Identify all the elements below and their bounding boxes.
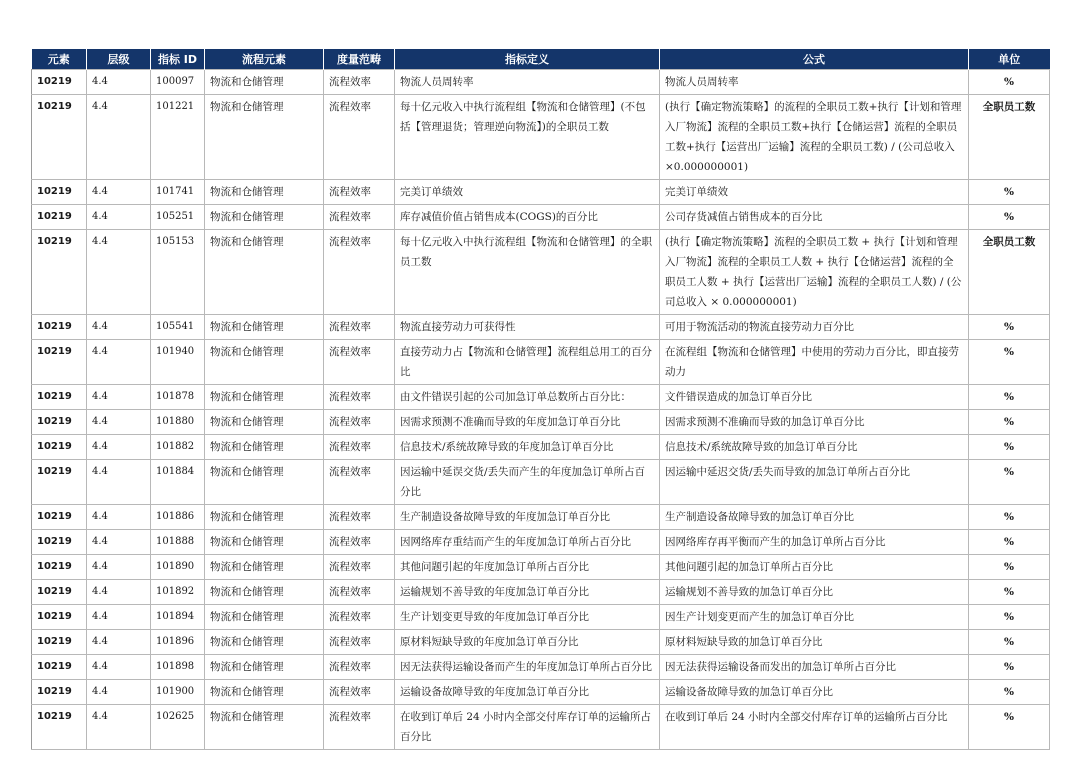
cell-element: 10219 — [32, 95, 87, 180]
cell-metric-definition: 由文件错误引起的公司加急订单总数所占百分比： — [395, 385, 660, 410]
cell-formula: 生产制造设备故障导致的加急订单百分比 — [660, 505, 969, 530]
cell-level: 4.4 — [87, 680, 151, 705]
table-row — [32, 205, 1050, 230]
cell-element: 10219 — [32, 705, 87, 750]
cell-process-element: 物流和仓储管理 — [205, 680, 324, 705]
cell-metric-definition: 每十亿元收入中执行流程组【物流和仓储管理】的全职员工数 — [395, 230, 660, 315]
cell-formula: 原材料短缺导致的加急订单百分比 — [660, 630, 969, 655]
cell-unit: % — [969, 180, 1050, 205]
cell-element: 10219 — [32, 555, 87, 580]
cell-level: 4.4 — [87, 340, 151, 385]
table-row — [32, 230, 1050, 315]
cell-process-element: 物流和仓储管理 — [205, 340, 324, 385]
cell-level: 4.4 — [87, 410, 151, 435]
cell-process-element: 物流和仓储管理 — [205, 385, 324, 410]
header-level: 层级 — [87, 49, 151, 70]
table-row — [32, 410, 1050, 435]
cell-metric-definition: 生产计划变更导致的年度加急订单百分比 — [395, 605, 660, 630]
cell-level: 4.4 — [87, 385, 151, 410]
cell-metric-definition: 其他问题引起的年度加急订单所占百分比 — [395, 555, 660, 580]
cell-measure-category: 流程效率 — [324, 230, 395, 315]
cell-process-element: 物流和仓储管理 — [205, 180, 324, 205]
cell-formula: 因生产计划变更而产生的加急订单百分比 — [660, 605, 969, 630]
cell-formula: (执行【确定物流策略】流程的全职员工数 + 执行【计划和管理入厂物流】流程的全职员工人数 + 执行【仓储运营】流程的全职员工人数 + 执行【运营出厂运输】流程的全职员工人数) / (公司总收入 × 0.000000001) — [660, 230, 969, 315]
cell-level: 4.4 — [87, 460, 151, 505]
cell-metric-definition: 运输规划不善导致的年度加急订单百分比 — [395, 580, 660, 605]
cell-measure-category: 流程效率 — [324, 70, 395, 95]
cell-level: 4.4 — [87, 70, 151, 95]
cell-level: 4.4 — [87, 205, 151, 230]
table-row — [32, 580, 1050, 605]
cell-metric-definition: 信息技术/系统故障导致的年度加急订单百分比 — [395, 435, 660, 460]
cell-process-element: 物流和仓储管理 — [205, 655, 324, 680]
cell-formula: 因运输中延迟交货/丢失而导致的加急订单所占百分比 — [660, 460, 969, 505]
table-row — [32, 655, 1050, 680]
cell-process-element: 物流和仓储管理 — [205, 435, 324, 460]
cell-formula: 可用于物流活动的物流直接劳动力百分比 — [660, 315, 969, 340]
table-body — [32, 70, 1050, 750]
cell-unit: % — [969, 410, 1050, 435]
cell-unit: % — [969, 205, 1050, 230]
cell-formula: 完美订单绩效 — [660, 180, 969, 205]
cell-element: 10219 — [32, 630, 87, 655]
cell-metric-id: 102625 — [151, 705, 205, 750]
cell-measure-category: 流程效率 — [324, 705, 395, 750]
cell-process-element: 物流和仓储管理 — [205, 705, 324, 750]
header-element: 元素 — [32, 49, 87, 70]
cell-process-element: 物流和仓储管理 — [205, 410, 324, 435]
metrics-table — [31, 49, 1050, 750]
cell-formula: 因需求预测不准确而导致的加急订单百分比 — [660, 410, 969, 435]
cell-metric-id: 101894 — [151, 605, 205, 630]
cell-element: 10219 — [32, 410, 87, 435]
table-row — [32, 505, 1050, 530]
cell-element: 10219 — [32, 385, 87, 410]
header-process-element: 流程元素 — [205, 49, 324, 70]
cell-measure-category: 流程效率 — [324, 205, 395, 230]
cell-element: 10219 — [32, 530, 87, 555]
cell-unit: % — [969, 655, 1050, 680]
cell-measure-category: 流程效率 — [324, 555, 395, 580]
header-metric-definition: 指标定义 — [395, 49, 660, 70]
cell-measure-category: 流程效率 — [324, 605, 395, 630]
cell-unit: % — [969, 460, 1050, 505]
cell-metric-id: 101900 — [151, 680, 205, 705]
table-row — [32, 435, 1050, 460]
cell-metric-id: 101878 — [151, 385, 205, 410]
header-measure-category: 度量范畴 — [324, 49, 395, 70]
cell-metric-definition: 生产制造设备故障导致的年度加急订单百分比 — [395, 505, 660, 530]
cell-metric-definition: 因无法获得运输设备而产生的年度加急订单所占百分比 — [395, 655, 660, 680]
cell-level: 4.4 — [87, 505, 151, 530]
cell-metric-definition: 库存减值价值占销售成本(COGS)的百分比 — [395, 205, 660, 230]
cell-measure-category: 流程效率 — [324, 580, 395, 605]
cell-formula: 其他问题引起的加急订单所占百分比 — [660, 555, 969, 580]
cell-measure-category: 流程效率 — [324, 385, 395, 410]
cell-metric-definition: 每十亿元收入中执行流程组【物流和仓储管理】(不包括【管理退货；管理逆向物流】)的全职员工数 — [395, 95, 660, 180]
cell-metric-id: 101886 — [151, 505, 205, 530]
cell-unit: % — [969, 505, 1050, 530]
table-row — [32, 605, 1050, 630]
cell-element: 10219 — [32, 580, 87, 605]
cell-formula: 物流人员周转率 — [660, 70, 969, 95]
cell-metric-id: 101741 — [151, 180, 205, 205]
cell-process-element: 物流和仓储管理 — [205, 605, 324, 630]
table-row — [32, 630, 1050, 655]
cell-unit: % — [969, 605, 1050, 630]
cell-level: 4.4 — [87, 580, 151, 605]
cell-element: 10219 — [32, 180, 87, 205]
cell-metric-definition: 直接劳动力占【物流和仓储管理】流程组总用工的百分比 — [395, 340, 660, 385]
table-header-row — [32, 49, 1050, 70]
table-row — [32, 180, 1050, 205]
cell-level: 4.4 — [87, 315, 151, 340]
cell-measure-category: 流程效率 — [324, 95, 395, 180]
cell-measure-category: 流程效率 — [324, 505, 395, 530]
cell-element: 10219 — [32, 230, 87, 315]
cell-measure-category: 流程效率 — [324, 655, 395, 680]
cell-formula: 因无法获得运输设备而发出的加急订单所占百分比 — [660, 655, 969, 680]
cell-process-element: 物流和仓储管理 — [205, 460, 324, 505]
cell-unit: % — [969, 435, 1050, 460]
cell-metric-id: 100097 — [151, 70, 205, 95]
cell-metric-id: 101884 — [151, 460, 205, 505]
cell-formula: 文件错误造成的加急订单百分比 — [660, 385, 969, 410]
cell-element: 10219 — [32, 435, 87, 460]
table-row — [32, 530, 1050, 555]
cell-element: 10219 — [32, 680, 87, 705]
cell-process-element: 物流和仓储管理 — [205, 630, 324, 655]
cell-metric-definition: 在收到订单后 24 小时内全部交付库存订单的运输所占百分比 — [395, 705, 660, 750]
cell-formula: 在流程组【物流和仓储管理】中使用的劳动力百分比，即直接劳动力 — [660, 340, 969, 385]
cell-element: 10219 — [32, 70, 87, 95]
cell-metric-id: 101896 — [151, 630, 205, 655]
table-row — [32, 680, 1050, 705]
cell-metric-definition: 因运输中延误交货/丢失而产生的年度加急订单所占百分比 — [395, 460, 660, 505]
table-row — [32, 460, 1050, 505]
cell-process-element: 物流和仓储管理 — [205, 315, 324, 340]
cell-metric-id: 101940 — [151, 340, 205, 385]
cell-process-element: 物流和仓储管理 — [205, 530, 324, 555]
cell-metric-definition: 完美订单绩效 — [395, 180, 660, 205]
cell-level: 4.4 — [87, 530, 151, 555]
cell-metric-id: 101898 — [151, 655, 205, 680]
cell-metric-id: 101882 — [151, 435, 205, 460]
cell-metric-definition: 运输设备故障导致的年度加急订单百分比 — [395, 680, 660, 705]
cell-level: 4.4 — [87, 630, 151, 655]
cell-metric-definition: 原材料短缺导致的年度加急订单百分比 — [395, 630, 660, 655]
cell-element: 10219 — [32, 460, 87, 505]
cell-formula: 在收到订单后 24 小时内全部交付库存订单的运输所占百分比 — [660, 705, 969, 750]
cell-formula: 运输设备故障导致的加急订单百分比 — [660, 680, 969, 705]
cell-process-element: 物流和仓储管理 — [205, 95, 324, 180]
table-row — [32, 70, 1050, 95]
cell-measure-category: 流程效率 — [324, 315, 395, 340]
cell-unit: % — [969, 530, 1050, 555]
table-row — [32, 705, 1050, 750]
cell-measure-category: 流程效率 — [324, 180, 395, 205]
cell-unit: % — [969, 580, 1050, 605]
cell-unit: % — [969, 555, 1050, 580]
cell-process-element: 物流和仓储管理 — [205, 70, 324, 95]
cell-metric-definition: 因网络库存重结而产生的年度加急订单所占百分比 — [395, 530, 660, 555]
cell-formula: 公司存货减值占销售成本的百分比 — [660, 205, 969, 230]
table-row — [32, 385, 1050, 410]
cell-metric-definition: 物流人员周转率 — [395, 70, 660, 95]
cell-element: 10219 — [32, 340, 87, 385]
cell-unit: % — [969, 680, 1050, 705]
cell-process-element: 物流和仓储管理 — [205, 580, 324, 605]
cell-level: 4.4 — [87, 230, 151, 315]
cell-formula: 信息技术/系统故障导致的加急订单百分比 — [660, 435, 969, 460]
cell-level: 4.4 — [87, 655, 151, 680]
cell-metric-id: 101892 — [151, 580, 205, 605]
cell-level: 4.4 — [87, 555, 151, 580]
cell-level: 4.4 — [87, 95, 151, 180]
cell-level: 4.4 — [87, 435, 151, 460]
table-row — [32, 315, 1050, 340]
cell-unit: % — [969, 385, 1050, 410]
cell-metric-definition: 物流直接劳动力可获得性 — [395, 315, 660, 340]
cell-level: 4.4 — [87, 605, 151, 630]
cell-formula: 因网络库存再平衡而产生的加急订单所占百分比 — [660, 530, 969, 555]
cell-unit: % — [969, 705, 1050, 750]
cell-unit: 全职员工数 — [969, 95, 1050, 180]
cell-measure-category: 流程效率 — [324, 630, 395, 655]
cell-metric-id: 105251 — [151, 205, 205, 230]
cell-element: 10219 — [32, 605, 87, 630]
cell-process-element: 物流和仓储管理 — [205, 230, 324, 315]
metrics-table-sheet — [31, 49, 1049, 750]
cell-unit: % — [969, 630, 1050, 655]
cell-element: 10219 — [32, 205, 87, 230]
cell-measure-category: 流程效率 — [324, 460, 395, 505]
cell-measure-category: 流程效率 — [324, 410, 395, 435]
cell-element: 10219 — [32, 505, 87, 530]
cell-level: 4.4 — [87, 180, 151, 205]
header-formula: 公式 — [660, 49, 969, 70]
cell-formula: (执行【确定物流策略】的流程的全职员工数+执行【计划和管理入厂物流】流程的全职员工数+执行【仓储运营】流程的全职员工数+执行【运营出厂运输】流程的全职员工数) / (公司总收入×0.000000001) — [660, 95, 969, 180]
cell-unit: % — [969, 70, 1050, 95]
cell-metric-id: 105541 — [151, 315, 205, 340]
cell-metric-id: 101221 — [151, 95, 205, 180]
cell-unit: 全职员工数 — [969, 230, 1050, 315]
cell-process-element: 物流和仓储管理 — [205, 505, 324, 530]
cell-level: 4.4 — [87, 705, 151, 750]
cell-metric-definition: 因需求预测不准确而导致的年度加急订单百分比 — [395, 410, 660, 435]
cell-metric-id: 101888 — [151, 530, 205, 555]
cell-formula: 运输规划不善导致的加急订单百分比 — [660, 580, 969, 605]
header-metric-id: 指标 ID — [151, 49, 205, 70]
cell-unit: % — [969, 315, 1050, 340]
cell-unit: % — [969, 340, 1050, 385]
cell-measure-category: 流程效率 — [324, 340, 395, 385]
cell-measure-category: 流程效率 — [324, 435, 395, 460]
cell-metric-id: 101890 — [151, 555, 205, 580]
cell-metric-id: 101880 — [151, 410, 205, 435]
cell-process-element: 物流和仓储管理 — [205, 555, 324, 580]
table-row — [32, 340, 1050, 385]
table-row — [32, 555, 1050, 580]
cell-element: 10219 — [32, 655, 87, 680]
header-unit: 单位 — [969, 49, 1050, 70]
table-row — [32, 95, 1050, 180]
cell-measure-category: 流程效率 — [324, 680, 395, 705]
cell-process-element: 物流和仓储管理 — [205, 205, 324, 230]
cell-element: 10219 — [32, 315, 87, 340]
cell-metric-id: 105153 — [151, 230, 205, 315]
cell-measure-category: 流程效率 — [324, 530, 395, 555]
